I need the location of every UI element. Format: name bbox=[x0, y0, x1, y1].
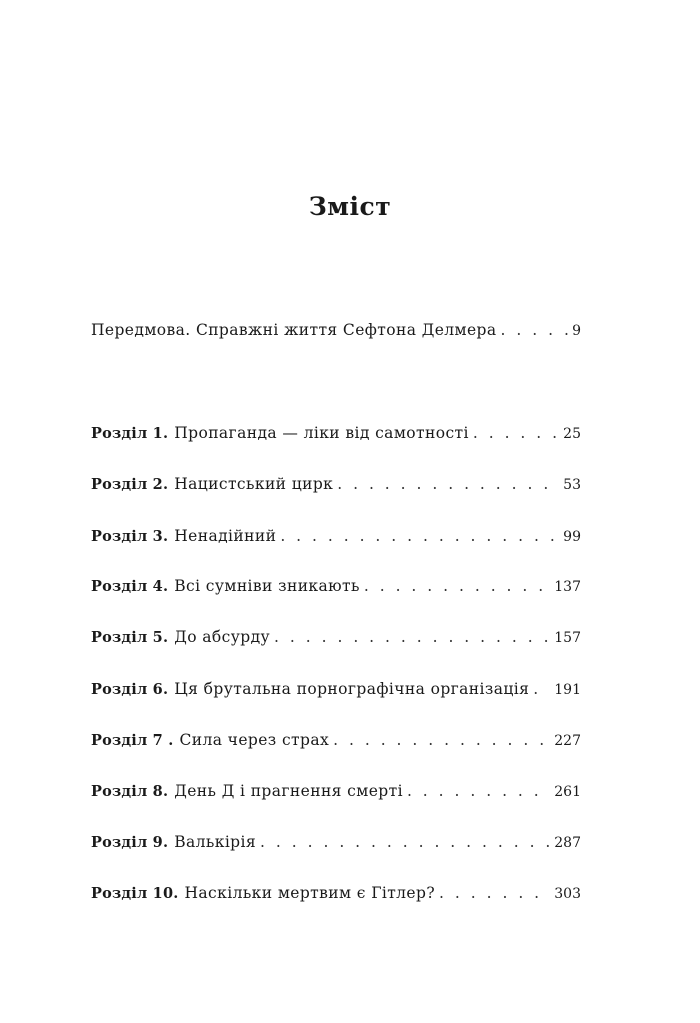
toc-entry-chapter-1 bbox=[91, 424, 581, 442]
entry-title: Ненадійний bbox=[174, 527, 277, 545]
entry-title: Нацистський цирк bbox=[174, 475, 334, 493]
toc-entry-chapter-4 bbox=[91, 577, 581, 595]
toc-entry-chapter-6 bbox=[91, 680, 581, 698]
toc-entry-chapter-5 bbox=[91, 628, 581, 646]
entry-title: Передмова. Справжні життя Сефтона Делмера bbox=[91, 321, 497, 339]
page-number: 9 bbox=[572, 323, 581, 339]
chapter-label: Розділ 6. bbox=[91, 681, 169, 698]
dot-leader bbox=[473, 424, 559, 442]
page-number: 191 bbox=[554, 682, 581, 698]
entry-title: Наскільки мертвим є Гітлер? bbox=[184, 884, 436, 902]
chapter-label: Розділ 1. bbox=[91, 425, 169, 442]
chapter-label: Розділ 2. bbox=[91, 476, 169, 493]
entry-title: Сила через страх bbox=[179, 731, 330, 749]
chapter-label: Розділ 8. bbox=[91, 783, 169, 800]
toc-entry-preface bbox=[91, 321, 581, 339]
chapter-label: Розділ 9. bbox=[91, 834, 169, 851]
toc-entry-chapter-10 bbox=[91, 884, 581, 902]
page-number: 99 bbox=[563, 529, 581, 545]
dot-leader bbox=[364, 577, 550, 595]
chapter-label: Розділ 3. bbox=[91, 528, 169, 545]
toc-entry-chapter-3 bbox=[91, 527, 581, 545]
page-number: 303 bbox=[554, 886, 581, 902]
dot-leader bbox=[407, 782, 550, 800]
page-number: 157 bbox=[554, 630, 581, 646]
chapter-label: Розділ 10. bbox=[91, 885, 179, 902]
dot-leader bbox=[337, 475, 559, 493]
page-number: 227 bbox=[554, 733, 581, 749]
toc-entry-chapter-7 bbox=[91, 731, 581, 749]
page-number: 25 bbox=[563, 426, 581, 442]
dot-leader bbox=[501, 321, 569, 339]
page-title: Зміст bbox=[308, 192, 392, 221]
entry-title: Всі сумніви зникають bbox=[174, 577, 360, 595]
entry-title: День Д і прагнення смерті bbox=[174, 782, 403, 800]
toc-entry-chapter-9 bbox=[91, 833, 581, 851]
entry-title: Ця брутальна порнографічна організація bbox=[174, 680, 530, 698]
dot-leader bbox=[274, 628, 550, 646]
chapter-label: Розділ 7 . bbox=[91, 732, 174, 749]
dot-leader bbox=[280, 527, 559, 545]
dot-leader bbox=[439, 884, 550, 902]
dot-leader bbox=[260, 833, 550, 851]
page-number: 137 bbox=[554, 579, 581, 595]
page-number: 53 bbox=[563, 477, 581, 493]
entry-title: До абсурду bbox=[174, 628, 271, 646]
toc-entry-chapter-8 bbox=[91, 782, 581, 800]
entry-title: Валькірія bbox=[174, 833, 257, 851]
page-number: 261 bbox=[554, 784, 581, 800]
page-number: 287 bbox=[554, 835, 581, 851]
entry-title: Пропаганда — ліки від самотності bbox=[174, 424, 469, 442]
dot-leader bbox=[533, 680, 550, 698]
chapter-label: Розділ 4. bbox=[91, 578, 169, 595]
dot-leader bbox=[333, 731, 550, 749]
chapter-label: Розділ 5. bbox=[91, 629, 169, 646]
toc-entry-chapter-2 bbox=[91, 475, 581, 493]
